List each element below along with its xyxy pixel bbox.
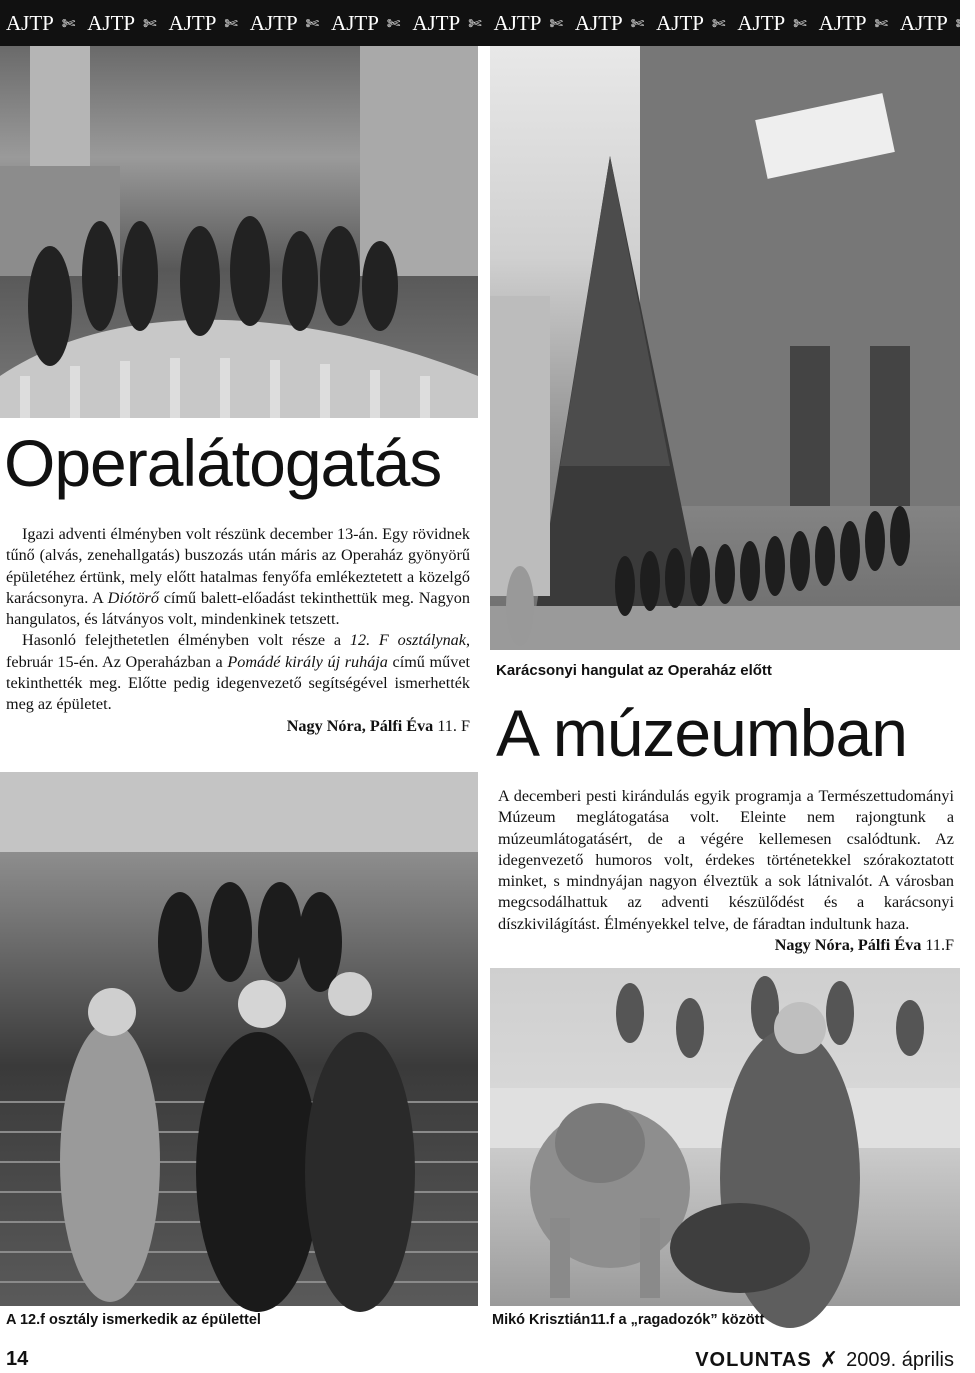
article-body bbox=[6, 524, 470, 737]
banner-item bbox=[488, 11, 569, 36]
work-title: Diótörő bbox=[107, 588, 159, 607]
magazine-name: VOLUNTAS bbox=[695, 1349, 812, 1371]
scissors-icon: ✄ bbox=[711, 13, 726, 33]
article-title: Operalátogatás bbox=[4, 426, 442, 500]
text: Igazi adventi élményben volt részünk december 13-án. Egy rövidnek tűnő (alvás, zenehallgatás) buszozás után máris az Operaház gyönyörű épületéhez értünk, mely előtt hatalmas fenyőfa emlékeztetett a közelgő karácsonyra. A bbox=[6, 525, 470, 607]
banner-label: AJTP bbox=[87, 10, 136, 35]
banner-label: AJTP bbox=[818, 10, 867, 35]
banner-label: AJTP bbox=[493, 10, 542, 35]
scissors-icon: ✄ bbox=[61, 13, 76, 33]
banner-label: AJTP bbox=[412, 10, 461, 35]
scissors-icon: ✄ bbox=[468, 13, 482, 33]
author-names: Nagy Nóra, Pálfi Éva bbox=[774, 936, 922, 955]
author-signature bbox=[498, 935, 954, 956]
scissors-icon: ✄ bbox=[874, 13, 888, 33]
paragraph bbox=[6, 524, 470, 630]
text: című művet tekinthették meg. Előtte pedig idegenvezető segítségével ismerhették meg az épületet. bbox=[6, 652, 470, 714]
scissors-icon: ✄ bbox=[224, 13, 238, 33]
banner-item bbox=[569, 11, 650, 36]
banner-item bbox=[325, 11, 406, 36]
author-signature bbox=[6, 716, 470, 737]
banner-label: AJTP bbox=[737, 10, 786, 35]
banner-item bbox=[650, 11, 731, 36]
banner-label: AJTP bbox=[249, 10, 298, 35]
tree-photo-caption: Karácsonyi hangulat az Operaház előtt bbox=[496, 662, 772, 679]
banner-label: AJTP bbox=[899, 10, 948, 35]
banner-item bbox=[81, 11, 162, 36]
banner-item bbox=[894, 11, 975, 36]
banner-item bbox=[244, 11, 325, 36]
scissors-icon: ✄ bbox=[143, 13, 157, 33]
class-photo-caption: A 12.f osztály ismerkedik az épülettel bbox=[6, 1312, 261, 1328]
header-banner bbox=[0, 0, 970, 46]
banner-item bbox=[163, 11, 244, 36]
scissors-icon: ✄ bbox=[955, 13, 970, 33]
text: , február 15-én. Az Operaházban a bbox=[6, 631, 471, 671]
scissors-icon: ✄ bbox=[305, 13, 320, 33]
banner-label: AJTP bbox=[656, 10, 704, 35]
museum-photo-caption: Mikó Krisztián11.f a „ragadozók” között bbox=[492, 1312, 765, 1328]
banner-item bbox=[406, 11, 487, 36]
banner-label: AJTP bbox=[168, 10, 217, 35]
scissors-icon: ✄ bbox=[630, 13, 645, 33]
paragraph: A decemberi pesti kirándulás egyik programja a Természettudományi Múzeum meglátogatása volt. Eleinte nem rajongtunk a múzeumlátogatásért, de a végére kellemesen csalódtunk. Az idegenvezető humoros volt, érdekes történetekkel szórakoztatott minket, s mindnyájan nagyon élveztük a sok látnivalót. A városban megcsodálhattuk az adventi készülődést és a karácsonyi díszkivilágítást. Élményekkel telve, de fáradtan indultunk haza. bbox=[498, 787, 954, 933]
article-body-museum bbox=[498, 786, 954, 956]
banner-item bbox=[813, 11, 894, 36]
staircase-group-photo bbox=[0, 46, 478, 418]
issue-date: 2009. április bbox=[846, 1349, 954, 1371]
text bbox=[389, 631, 398, 649]
footer-brand bbox=[695, 1348, 954, 1373]
text: című balett-előadást tekinthettük meg. Nagyon hangulatos, és látványos volt, mindenkinek tetszett. bbox=[6, 588, 470, 629]
class-name: 12. F bbox=[349, 631, 389, 650]
work-title: Pomádé király új ruhája bbox=[227, 652, 388, 671]
text: Hasonló felejthetetlen élményben volt része a bbox=[22, 631, 350, 650]
museum-lion-photo bbox=[490, 968, 960, 1306]
banner-label: AJTP bbox=[331, 10, 379, 35]
scissors-icon: ✄ bbox=[549, 13, 563, 33]
scissors-icon: ✄ bbox=[386, 13, 401, 33]
class-word: osztálynak bbox=[397, 631, 466, 650]
article-title-museum: A múzeumban bbox=[496, 696, 907, 770]
author-names: Nagy Nóra, Pálfi Éva bbox=[286, 716, 434, 735]
banner-item bbox=[0, 11, 81, 36]
paragraph bbox=[6, 630, 470, 715]
banner-item bbox=[731, 11, 812, 36]
class-group-photo bbox=[0, 772, 478, 1306]
page-number: 14 bbox=[6, 1348, 29, 1370]
brand-mark-icon: ✗ bbox=[819, 1348, 839, 1373]
scissors-icon: ✄ bbox=[793, 13, 807, 33]
author-class: 11.F bbox=[921, 936, 954, 955]
author-class: 11. F bbox=[433, 716, 470, 735]
banner-label: AJTP bbox=[6, 10, 54, 35]
christmas-tree-photo bbox=[490, 46, 960, 650]
banner-label: AJTP bbox=[574, 10, 623, 35]
